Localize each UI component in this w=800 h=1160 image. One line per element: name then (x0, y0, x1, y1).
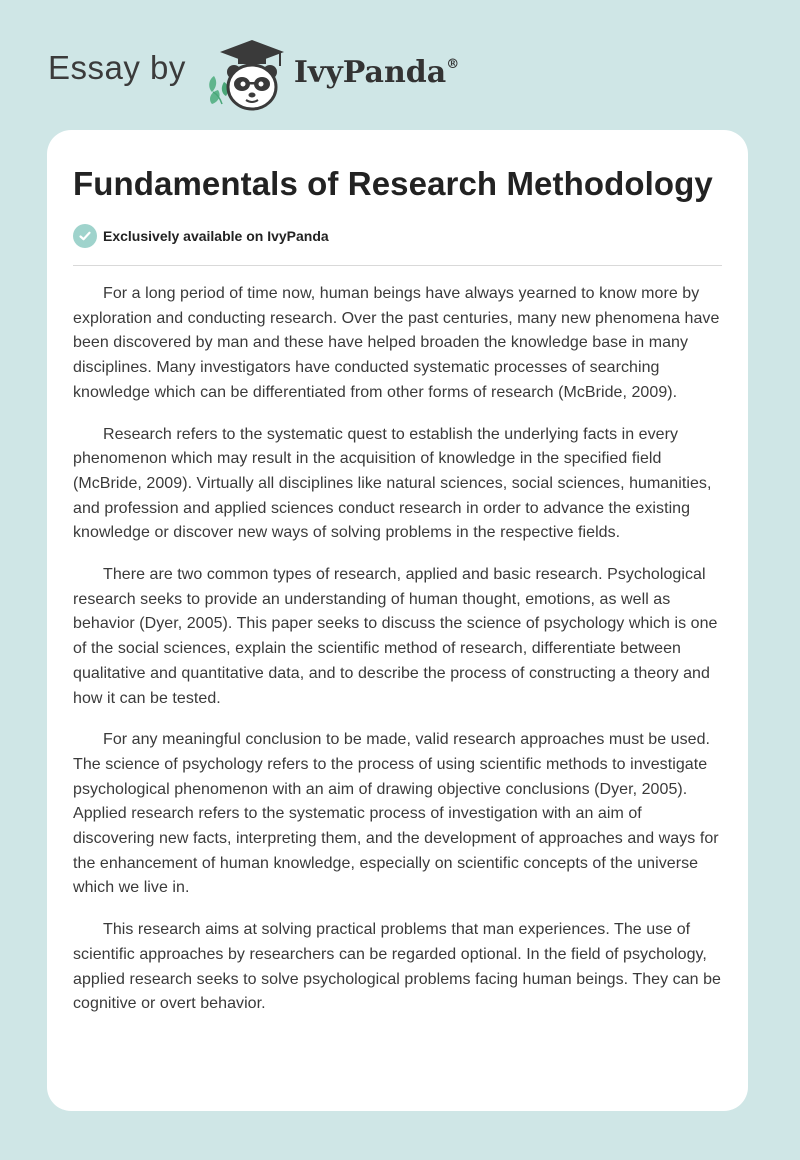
brand-name-text: IvyPanda (293, 54, 447, 90)
site-header (48, 32, 459, 112)
paragraph: For a long period of time now, human beings have always yearned to know more by exploration and conducting research. Over the past centuries, many new phenomena have been discovered by man and these have helped broaden the knowledge base in many disciplines. Many investigators have conducted systematic processes of searching knowledge which can be differentiated from other forms of research (McBride, 2009). (73, 285, 720, 401)
title-divider (73, 265, 722, 266)
check-circle-icon (73, 224, 97, 248)
paragraph: There are two common types of research, applied and basic research. Psychological research seeks to provide an understanding of human thought, emotions, as well as behavior (Dyer, 2005). This paper seeks to discuss the science of psychology which is one of the social sciences, explain the scientific method of research, differentiate between qualitative and quantitative data, and to describe the process of constructing a theory and how it can be tested. (73, 566, 718, 707)
registered-mark: ® (446, 56, 460, 72)
paragraph: For any meaningful conclusion to be made, valid research approaches must be used. The science of psychology refers to the process of using scientific methods to investigate psychological phenomenon with an aim of drawing objective conclusions (Dyer, 2005). Applied research refers to the systematic process of investigation with an aim of discovering new facts, interpreting them, and the development of approaches and ways for the enhancement of human knowledge, especially on scientific concepts of the universe which we live in. (73, 731, 719, 897)
paragraph: Research refers to the systematic quest to establish the underlying facts in every phenomenon which may result in the acquisition of knowledge in the specified field (McBride, 2009). Virtually all disciplines like natural sciences, social sciences, humanities, and profession and applied sciences conduct research in order to advance the existing knowledge or discover new ways of solving problems in the respective fields. (73, 425, 712, 542)
exclusive-badge-text: Exclusively available on IvyPanda (103, 228, 329, 244)
essay-body (73, 282, 722, 1017)
essay-by-label: Essay by (48, 49, 186, 86)
page-title: Fundamentals of Research Methodology (73, 165, 713, 202)
paragraph: This research aims at solving practical problems that man experiences. The use of scientific approaches by researchers can be regarded optional. In the field of psychology, applied research seeks to solve psychological problems facing human beings. They can be cognitive or overt behavior. (73, 921, 721, 1013)
essay-card (47, 130, 748, 1111)
panda-logo-icon[interactable] (200, 32, 292, 112)
exclusive-badge (73, 223, 722, 249)
leaf-icon (209, 76, 228, 104)
brand-name[interactable] (294, 55, 459, 90)
